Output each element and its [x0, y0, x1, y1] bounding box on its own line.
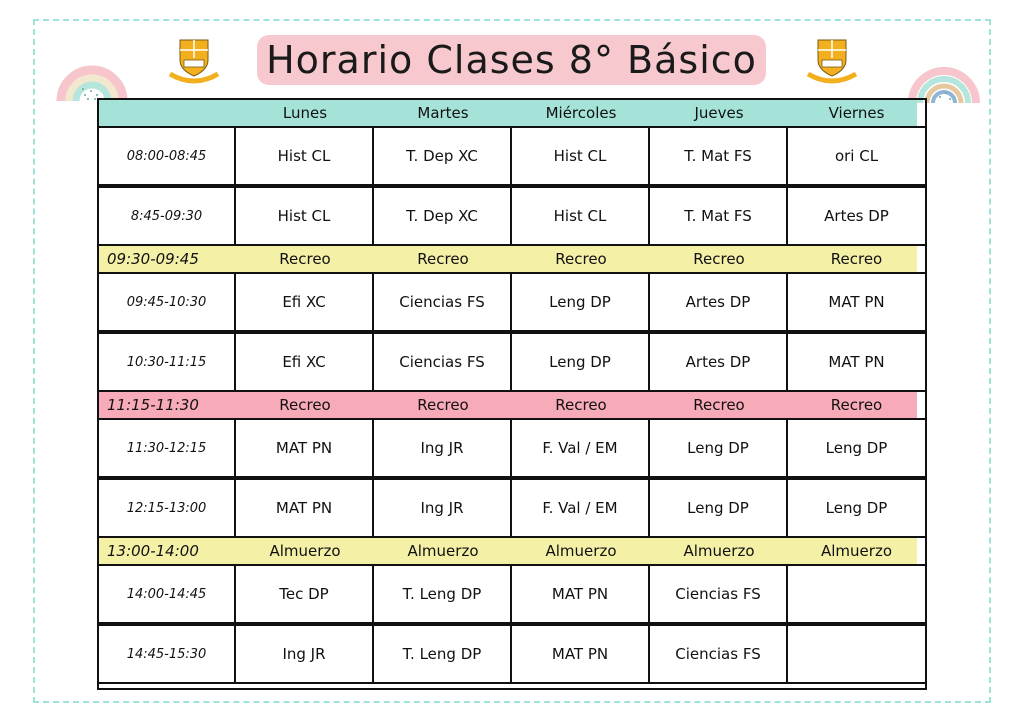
class-cell: Leng DP — [512, 334, 650, 390]
class-cell: MAT PN — [236, 420, 374, 476]
class-cell: Ciencias FS — [650, 626, 788, 682]
day-header-viernes: Viernes — [828, 104, 885, 122]
page-title: Horario Clases 8° Básico — [257, 35, 766, 85]
break-cell: Recreo — [693, 250, 745, 268]
day-header-jueves: Jueves — [694, 104, 744, 122]
table-row — [99, 564, 925, 624]
class-cell: Efi XC — [236, 334, 374, 390]
table-header-row — [99, 100, 917, 126]
class-cell: Leng DP — [650, 480, 788, 536]
break-cell: Recreo — [417, 396, 469, 414]
class-cell: Tec DP — [236, 566, 374, 622]
time-slot: 13:00-14:00 — [107, 542, 199, 560]
table-row — [99, 272, 925, 332]
class-cell: MAT PN — [512, 566, 650, 622]
table-row — [99, 624, 925, 684]
time-slot: 11:15-11:30 — [107, 396, 199, 414]
class-cell: Hist CL — [512, 128, 650, 184]
break-row — [99, 246, 917, 272]
time-slot: 11:30-12:15 — [99, 420, 236, 476]
class-cell — [788, 626, 925, 682]
break-row — [99, 538, 917, 564]
rainbow-right-icon — [906, 35, 982, 105]
break-cell: Almuerzo — [821, 542, 892, 560]
class-cell: Leng DP — [650, 420, 788, 476]
header-corner — [99, 100, 236, 126]
class-cell: F. Val / EM — [512, 420, 650, 476]
table-row — [99, 186, 925, 246]
table-row — [99, 478, 925, 538]
time-slot: 09:30-09:45 — [107, 250, 199, 268]
table-row — [99, 126, 925, 186]
school-crest-left-icon — [166, 36, 222, 84]
table-row — [99, 418, 925, 478]
table-row — [99, 332, 925, 392]
class-cell: Leng DP — [825, 499, 888, 517]
class-cell: Ciencias FS — [374, 274, 512, 330]
class-cell: Hist CL — [512, 188, 650, 244]
class-cell — [788, 566, 925, 622]
class-cell: Ciencias FS — [650, 566, 788, 622]
break-cell: Recreo — [279, 250, 331, 268]
class-cell: Ing JR — [236, 626, 374, 682]
class-cell: Efi XC — [236, 274, 374, 330]
class-cell: Artes DP — [650, 274, 788, 330]
class-cell: MAT PN — [828, 353, 885, 371]
class-cell: MAT PN — [512, 626, 650, 682]
time-slot: 14:45-15:30 — [99, 626, 236, 682]
break-cell: Almuerzo — [545, 542, 617, 560]
class-cell: Hist CL — [236, 128, 374, 184]
class-cell: T. Mat FS — [650, 128, 788, 184]
class-cell: MAT PN — [236, 480, 374, 536]
class-cell: T. Leng DP — [374, 626, 512, 682]
class-cell: T. Dep XC — [374, 128, 512, 184]
break-cell: Almuerzo — [683, 542, 755, 560]
break-cell: Recreo — [693, 396, 745, 414]
class-cell: Leng DP — [825, 439, 888, 457]
break-cell: Recreo — [279, 396, 331, 414]
break-cell: Recreo — [830, 396, 883, 414]
break-cell: Recreo — [417, 250, 469, 268]
day-header-martes: Martes — [417, 104, 469, 122]
class-cell: Ing JR — [374, 420, 512, 476]
time-slot: 10:30-11:15 — [99, 334, 236, 390]
break-cell: Almuerzo — [407, 542, 479, 560]
break-cell: Recreo — [555, 250, 607, 268]
class-cell: Hist CL — [236, 188, 374, 244]
time-slot: 09:45-10:30 — [99, 274, 236, 330]
time-slot: 8:45-09:30 — [99, 188, 236, 244]
rainbow-left-icon — [55, 33, 129, 103]
class-cell: Ciencias FS — [374, 334, 512, 390]
class-cell: T. Mat FS — [650, 188, 788, 244]
time-slot: 14:00-14:45 — [99, 566, 236, 622]
class-cell: MAT PN — [828, 293, 885, 311]
class-cell: T. Dep XC — [374, 188, 512, 244]
day-header-miércoles: Miércoles — [545, 104, 617, 122]
schedule-table — [97, 98, 927, 690]
break-cell: Almuerzo — [269, 542, 341, 560]
break-cell: Recreo — [830, 250, 883, 268]
class-cell: Leng DP — [512, 274, 650, 330]
class-cell: Ing JR — [374, 480, 512, 536]
class-cell: F. Val / EM — [512, 480, 650, 536]
school-crest-right-icon — [804, 36, 860, 84]
class-cell: Artes DP — [650, 334, 788, 390]
class-cell: ori CL — [834, 147, 879, 165]
class-cell: T. Leng DP — [374, 566, 512, 622]
break-row — [99, 392, 917, 418]
time-slot: 12:15-13:00 — [99, 480, 236, 536]
break-cell: Recreo — [555, 396, 607, 414]
time-slot: 08:00-08:45 — [99, 128, 236, 184]
class-cell: Artes DP — [824, 207, 889, 225]
day-header-lunes: Lunes — [282, 104, 328, 122]
